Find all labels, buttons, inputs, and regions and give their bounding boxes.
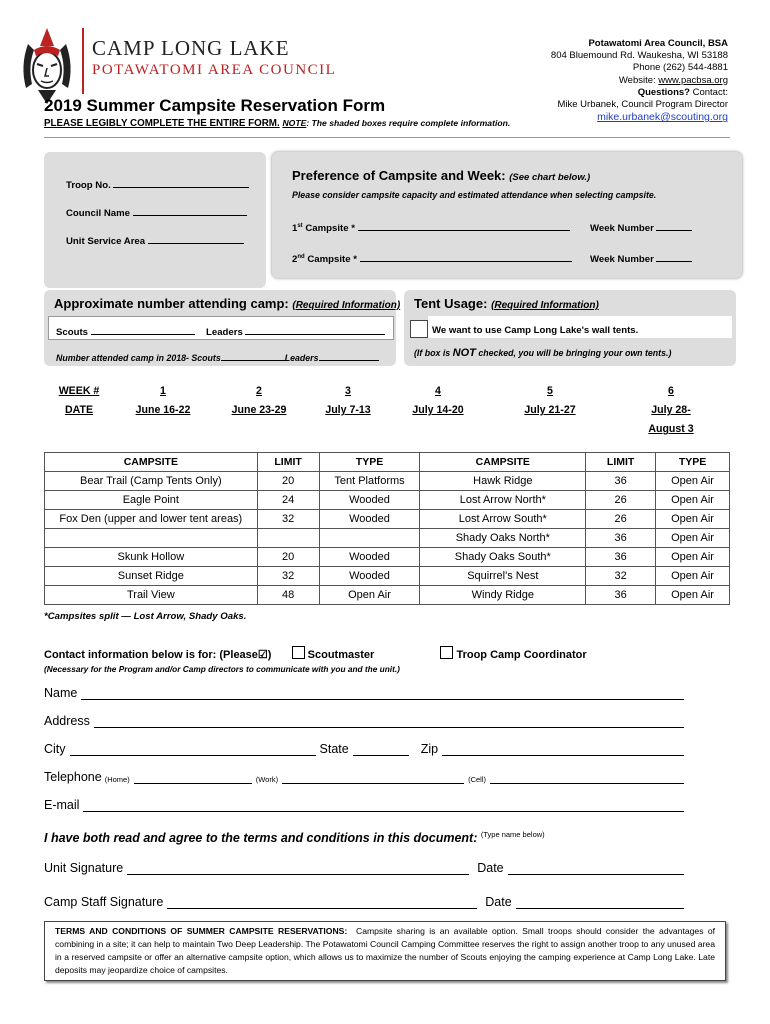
table-cell xyxy=(45,529,258,548)
table-cell: 36 xyxy=(586,472,656,491)
website-label: Website: xyxy=(618,74,656,86)
home-label: (Home) xyxy=(104,775,130,784)
split-note: *Campsites split — Lost Arrow, Shady Oaks. xyxy=(44,611,247,622)
state-label: State xyxy=(319,742,349,756)
header-rule xyxy=(44,137,730,138)
terms-body: Campsite sharing is an available option. Small troops should consider the advantages of combining in a site; it can help to maintain Two Deep Leadership. The Potawatomi Council Camping Committee reserves the right to assign another troop to any unused area in a reserved campsite or offer an alternative campsite option, which allows us to maximize the number of Scouts enjoying the camping experience at Camp Long Lake. Late deposits may jeopardize choice of campsites. xyxy=(55,926,716,975)
table-cell: 24 xyxy=(257,491,319,510)
contact-for-label: Contact information below is for: (Please☑) xyxy=(44,649,272,661)
cell-label: (Cell) xyxy=(468,775,486,784)
table-cell: Windy Ridge xyxy=(420,586,586,605)
council-name: POTAWATOMI AREA COUNCIL xyxy=(92,62,337,78)
table-cell: Shady Oaks South* xyxy=(420,548,586,567)
camp-name: CAMP LONG LAKE xyxy=(92,36,290,60)
table-cell: Hawk Ridge xyxy=(420,472,586,491)
org-address: 804 Bluemound Rd. Waukesha, WI 53188 xyxy=(550,50,728,62)
week-label: WEEK # xyxy=(58,385,100,397)
work-phone-input[interactable] xyxy=(282,771,464,784)
zip-label: Zip xyxy=(420,742,439,756)
wall-tents-checkbox[interactable] xyxy=(410,320,428,338)
header-divider xyxy=(82,28,84,94)
table-cell: 36 xyxy=(586,548,656,567)
tent-note: (If box is NOT checked, you will be bringing your own tents.) xyxy=(414,347,672,359)
form-title: 2019 Summer Campsite Reservation Form xyxy=(44,96,386,115)
table-cell: Lost Arrow North* xyxy=(420,491,586,510)
col-header: LIMIT xyxy=(586,453,656,472)
table-cell: Wooded xyxy=(319,567,420,586)
table-cell: Open Air xyxy=(656,529,730,548)
contact-person: Mike Urbanek, Council Program Director xyxy=(557,99,728,111)
table-cell: Skunk Hollow xyxy=(45,548,258,567)
troop-field[interactable]: Troop No. xyxy=(66,177,249,191)
table-row xyxy=(45,548,730,567)
week-date-1: June 16-22 xyxy=(135,404,191,416)
scoutmaster-label: Scoutmaster xyxy=(307,649,375,661)
table-cell: Tent Platforms xyxy=(319,472,420,491)
table-cell: 26 xyxy=(586,510,656,529)
questions-label: Questions? xyxy=(637,86,690,98)
service-area-field[interactable]: Unit Service Area xyxy=(66,233,244,247)
table-cell: Open Air xyxy=(656,472,730,491)
preference-subtitle: Please consider campsite capacity and estimated attendance when selecting campsite. xyxy=(292,190,657,200)
week-date-2: June 23-29 xyxy=(231,404,287,416)
col-header: LIMIT xyxy=(257,453,319,472)
table-cell: Sunset Ridge xyxy=(45,567,258,586)
table-cell: Open Air xyxy=(319,586,420,605)
second-campsite-field[interactable]: 2nd Campsite * xyxy=(292,251,572,265)
staff-signature-row xyxy=(44,895,684,909)
name-field[interactable]: Name xyxy=(44,686,684,700)
wall-tents-label: We want to use Camp Long Lake's wall tents. xyxy=(432,325,639,336)
col-header: CAMPSITE xyxy=(45,453,258,472)
table-cell: 32 xyxy=(257,567,319,586)
table-header-row xyxy=(45,453,730,472)
unit-date-label: Date xyxy=(477,861,504,875)
week-num-5: 5 xyxy=(547,385,553,397)
week-num-1: 1 xyxy=(160,385,166,397)
table-cell: Lost Arrow South* xyxy=(420,510,586,529)
staff-date-label: Date xyxy=(485,895,512,909)
date-label: DATE xyxy=(64,404,94,416)
table-cell: Fox Den (upper and lower tent areas) xyxy=(45,510,258,529)
work-label: (Work) xyxy=(255,775,279,784)
week-num-2: 2 xyxy=(256,385,262,397)
city-label: City xyxy=(44,742,66,756)
unit-signature-label: Unit Signature xyxy=(44,861,124,875)
table-row xyxy=(45,586,730,605)
terms-heading: TERMS AND CONDITIONS OF SUMMER CAMPSITE RESERVATIONS: xyxy=(55,926,348,936)
first-campsite-field[interactable]: 1st Campsite * xyxy=(292,220,570,234)
week-date-6-line2: August 3 xyxy=(648,423,694,435)
staff-signature-input[interactable] xyxy=(167,896,477,909)
table-cell: 36 xyxy=(586,586,656,605)
col-header: CAMPSITE xyxy=(420,453,586,472)
table-cell xyxy=(257,529,319,548)
second-week-field[interactable]: Week Number xyxy=(590,251,692,265)
contact-label: Contact: xyxy=(692,86,728,98)
leaders-field[interactable]: Leaders xyxy=(206,324,385,338)
table-cell: Open Air xyxy=(656,567,730,586)
address-field[interactable]: Address xyxy=(44,714,684,728)
week-date-3: July 7-13 xyxy=(325,404,371,416)
city-input[interactable] xyxy=(70,743,316,756)
col-header: TYPE xyxy=(656,453,730,472)
table-row xyxy=(45,510,730,529)
table-row xyxy=(45,567,730,586)
week-num-4: 4 xyxy=(435,385,441,397)
table-cell xyxy=(319,529,420,548)
preference-title: Preference of Campsite and Week: (See chart below.) xyxy=(292,168,591,183)
table-cell: Trail View xyxy=(45,586,258,605)
staff-date-input[interactable] xyxy=(516,896,684,909)
scouts-field[interactable]: Scouts xyxy=(56,324,195,338)
instructions xyxy=(44,118,510,129)
table-row xyxy=(45,472,730,491)
table-cell: Open Air xyxy=(656,586,730,605)
last-year-attendance-field[interactable]: Number attended camp in 2018- Scouts Leaders xyxy=(56,350,379,363)
week-date-4: July 14-20 xyxy=(412,404,464,416)
table-cell: Squirrel's Nest xyxy=(420,567,586,586)
terms-box xyxy=(44,921,726,981)
telephone-label: Telephone xyxy=(44,770,102,784)
first-week-field[interactable]: Week Number xyxy=(590,220,692,234)
necessary-note: (Necessary for the Program and/or Camp directors to communicate with you and the unit.) xyxy=(44,664,400,674)
home-phone-input[interactable] xyxy=(134,771,252,784)
state-input[interactable] xyxy=(353,743,409,756)
instructions-main: PLEASE LEGIBLY COMPLETE THE ENTIRE FORM. xyxy=(44,118,280,129)
tent-usage-title: Tent Usage: (Required Information) xyxy=(414,296,599,311)
table-cell: Shady Oaks North* xyxy=(420,529,586,548)
table-cell: 32 xyxy=(586,567,656,586)
table-row xyxy=(45,491,730,510)
table-cell: 20 xyxy=(257,472,319,491)
campsite-table xyxy=(44,452,730,605)
coordinator-label: Troop Camp Coordinator xyxy=(456,649,587,661)
city-state-zip-row xyxy=(44,742,684,756)
table-cell: Wooded xyxy=(319,510,420,529)
scoutmaster-checkbox[interactable] xyxy=(292,646,305,659)
website-link[interactable]: www.pacbsa.org xyxy=(658,74,728,86)
coordinator-checkbox[interactable] xyxy=(440,646,453,659)
email-field[interactable]: E-mail xyxy=(44,798,684,812)
table-cell: Wooded xyxy=(319,491,420,510)
table-cell: Eagle Point xyxy=(45,491,258,510)
week-date-6: July 28- xyxy=(651,404,691,416)
council-contact-block xyxy=(468,38,728,123)
week-date-5: July 21-27 xyxy=(524,404,576,416)
note-label: NOTE xyxy=(282,118,307,128)
camp-logo xyxy=(18,26,76,106)
cell-phone-input[interactable] xyxy=(490,771,684,784)
telephone-row xyxy=(44,770,684,784)
table-cell: 20 xyxy=(257,548,319,567)
org-name: Potawatomi Area Council, BSA xyxy=(588,38,728,49)
table-row xyxy=(45,529,730,548)
attendance-title: Approximate number attending camp: (Required Information) xyxy=(54,296,401,311)
staff-signature-label: Camp Staff Signature xyxy=(44,895,164,909)
table-cell: Wooded xyxy=(319,548,420,567)
unit-signature-input[interactable] xyxy=(127,862,469,875)
unit-signature-row xyxy=(44,861,684,875)
zip-input[interactable] xyxy=(442,743,684,756)
agreement-statement: I have both read and agree to the terms and conditions in this document: $^{(Type name below)}$ xyxy=(44,830,545,846)
table-cell: Open Air xyxy=(656,548,730,567)
table-cell: Open Air xyxy=(656,491,730,510)
table-cell: 32 xyxy=(257,510,319,529)
col-header: TYPE xyxy=(319,453,420,472)
table-cell: Open Air xyxy=(656,510,730,529)
contact-for-row xyxy=(44,646,587,661)
table-cell: 26 xyxy=(586,491,656,510)
org-phone: Phone (262) 544-4881 xyxy=(632,62,728,74)
unit-info-box xyxy=(44,152,266,288)
table-cell: 48 xyxy=(257,586,319,605)
council-field[interactable]: Council Name xyxy=(66,205,247,219)
contact-email-link[interactable]: mike.urbanek@scouting.org xyxy=(597,111,728,124)
note-text: : The shaded boxes require complete information. xyxy=(306,118,511,128)
week-num-3: 3 xyxy=(345,385,351,397)
table-cell: 36 xyxy=(586,529,656,548)
week-num-6: 6 xyxy=(668,385,674,397)
unit-date-input[interactable] xyxy=(508,862,684,875)
table-cell: Bear Trail (Camp Tents Only) xyxy=(45,472,258,491)
